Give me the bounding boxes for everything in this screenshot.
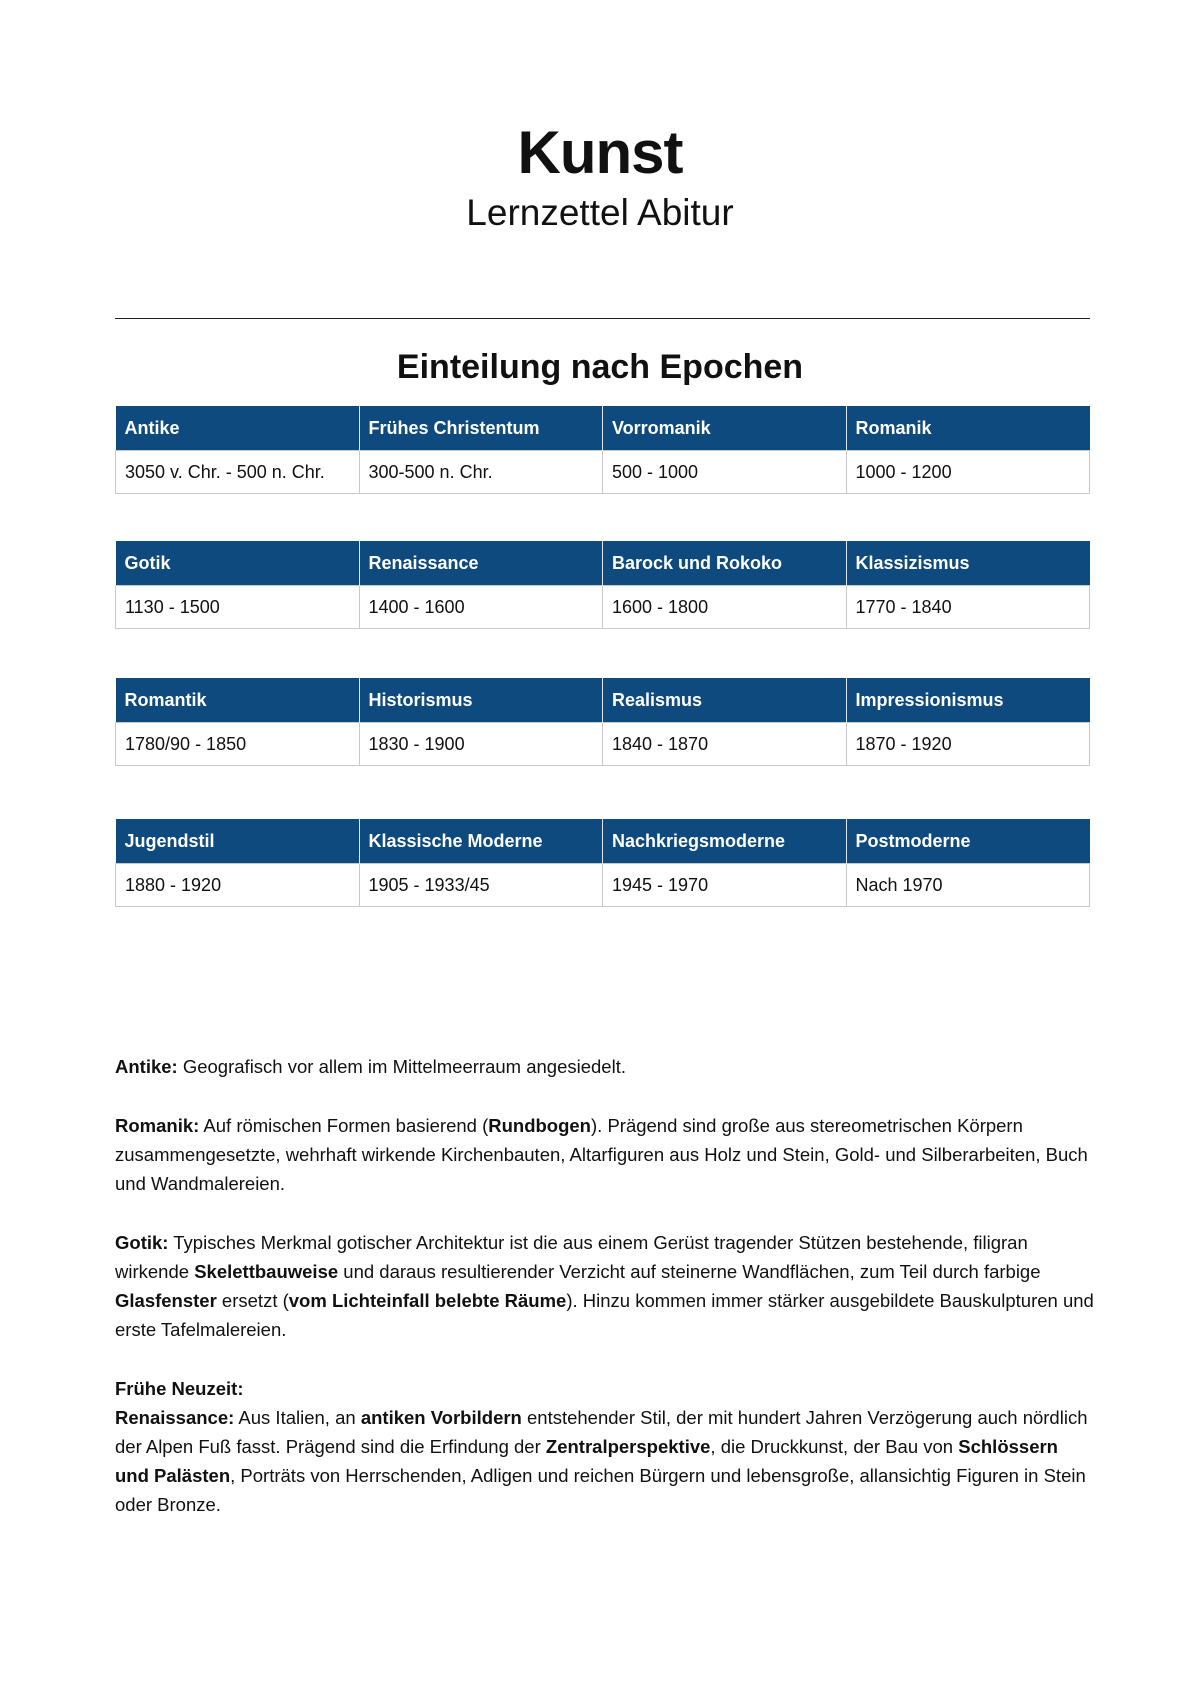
epoch-name: Romanik — [846, 406, 1090, 451]
table-row — [116, 864, 1090, 907]
epoch-date: 1130 - 1500 — [116, 586, 360, 629]
paragraph-text: ersetzt ( — [216, 1290, 289, 1311]
epoch-date: 1000 - 1200 — [846, 451, 1090, 494]
epoch-date: 1400 - 1600 — [359, 586, 603, 629]
epoch-name: Postmoderne — [846, 819, 1090, 864]
document-title: Kunst — [517, 119, 683, 186]
horizontal-divider — [115, 318, 1090, 319]
paragraph-text: Geografisch vor allem im Mittelmeerraum angesiedelt. — [177, 1056, 626, 1077]
table-header-row — [116, 406, 1090, 451]
epochs-table-4 — [115, 819, 1090, 907]
epoch-name: Klassische Moderne — [359, 819, 603, 864]
epoch-date: 1600 - 1800 — [603, 586, 847, 629]
epoch-date: Nach 1970 — [846, 864, 1090, 907]
epoch-name: Jugendstil — [116, 819, 360, 864]
paragraph-text: und daraus resultierender Verzicht auf steinerne Wandflächen, zum Teil durch farbige — [338, 1261, 1041, 1282]
epoch-name: Antike — [116, 406, 360, 451]
highlight-term: Glasfenster — [115, 1290, 217, 1311]
epoch-name: Historismus — [359, 678, 603, 723]
paragraph-text: ). Hinzu kommen immer stärker ausgebildete Bauskulpturen und erste Tafelmalereien. — [115, 1290, 1094, 1340]
epoch-name: Vorromanik — [603, 406, 847, 451]
paragraph-text: Aus Italien, an — [234, 1407, 361, 1428]
epochs-heading: Einteilung nach Epochen — [396, 348, 804, 386]
paragraph-text: Auf römischen Formen basierend ( — [199, 1115, 489, 1136]
epoch-date: 1770 - 1840 — [846, 586, 1090, 629]
highlight-term: Rundbogen — [488, 1115, 591, 1136]
highlight-term: Schlössern und Palästen — [115, 1436, 1058, 1486]
table-row — [116, 723, 1090, 766]
epoch-name: Renaissance — [359, 541, 603, 586]
epoch-date: 1840 - 1870 — [603, 723, 847, 766]
epoch-name: Romantik — [116, 678, 360, 723]
table-row — [116, 451, 1090, 494]
term-label: Gotik: — [115, 1232, 169, 1253]
epoch-date: 1880 - 1920 — [116, 864, 360, 907]
highlight-term: Skelettbauweise — [194, 1261, 339, 1282]
epoch-date: 1945 - 1970 — [603, 864, 847, 907]
table-header-row — [116, 541, 1090, 586]
highlight-term: vom Lichteinfall belebte Räume — [288, 1290, 567, 1311]
term-label: Renaissance: — [115, 1407, 235, 1428]
epoch-name: Impressionismus — [846, 678, 1090, 723]
epoch-descriptions — [115, 1052, 1095, 1549]
paragraph-fruehe-neuzeit — [115, 1374, 1095, 1403]
term-label: Frühe Neuzeit: — [115, 1378, 244, 1399]
paragraph-gotik — [115, 1228, 1095, 1344]
paragraph-text: , Porträts von Herrschenden, Adligen und reichen Bürgern und lebensgroße, allansichtig Figuren in Stein oder Bronze. — [115, 1465, 1086, 1515]
epoch-name: Nachkriegsmoderne — [603, 819, 847, 864]
paragraph-text: ). Prägend sind große aus stereometrischen Körpern zusammengesetzte, wehrhaft wirkende Kirchenbauten, Altarfiguren aus Holz und Stein, Gold- und Silberarbeiten, Buch und Wandmalereien. — [115, 1115, 1088, 1194]
epoch-name: Frühes Christentum — [359, 406, 603, 451]
term-label: Antike: — [115, 1056, 178, 1077]
paragraph-text: Typisches Merkmal gotischer Architektur ist die aus einem Gerüst tragender Stützen bestehende, filigran wirkende — [115, 1232, 1028, 1282]
epoch-date: 300-500 n. Chr. — [359, 451, 603, 494]
epoch-date: 1780/90 - 1850 — [116, 723, 360, 766]
table-row — [116, 586, 1090, 629]
term-label: Romanik: — [115, 1115, 200, 1136]
epoch-name: Gotik — [116, 541, 360, 586]
document-subtitle: Lernzettel Abitur — [466, 192, 734, 233]
highlight-term: antiken Vorbildern — [360, 1407, 522, 1428]
epoch-name: Klassizismus — [846, 541, 1090, 586]
paragraph-renaissance — [115, 1403, 1095, 1519]
epochs-table-1 — [115, 406, 1090, 494]
paragraph-text: entstehender Stil, der mit hundert Jahren Verzögerung auch nördlich der Alpen Fuß fasst. Prägend sind die Erfindung der — [115, 1407, 1088, 1457]
epoch-date: 1830 - 1900 — [359, 723, 603, 766]
paragraph-text: , die Druckkunst, der Bau von — [710, 1436, 959, 1457]
epoch-date: 3050 v. Chr. - 500 n. Chr. — [116, 451, 360, 494]
epoch-name: Barock und Rokoko — [603, 541, 847, 586]
epoch-date: 1870 - 1920 — [846, 723, 1090, 766]
highlight-term: Zentralperspektive — [545, 1436, 711, 1457]
paragraph-romanik — [115, 1111, 1095, 1198]
paragraph-antike — [115, 1052, 1095, 1081]
epoch-date: 1905 - 1933/45 — [359, 864, 603, 907]
epoch-name: Realismus — [603, 678, 847, 723]
epoch-date: 500 - 1000 — [603, 451, 847, 494]
table-header-row — [116, 678, 1090, 723]
table-header-row — [116, 819, 1090, 864]
epochs-table-2 — [115, 541, 1090, 629]
epochs-table-3 — [115, 678, 1090, 766]
